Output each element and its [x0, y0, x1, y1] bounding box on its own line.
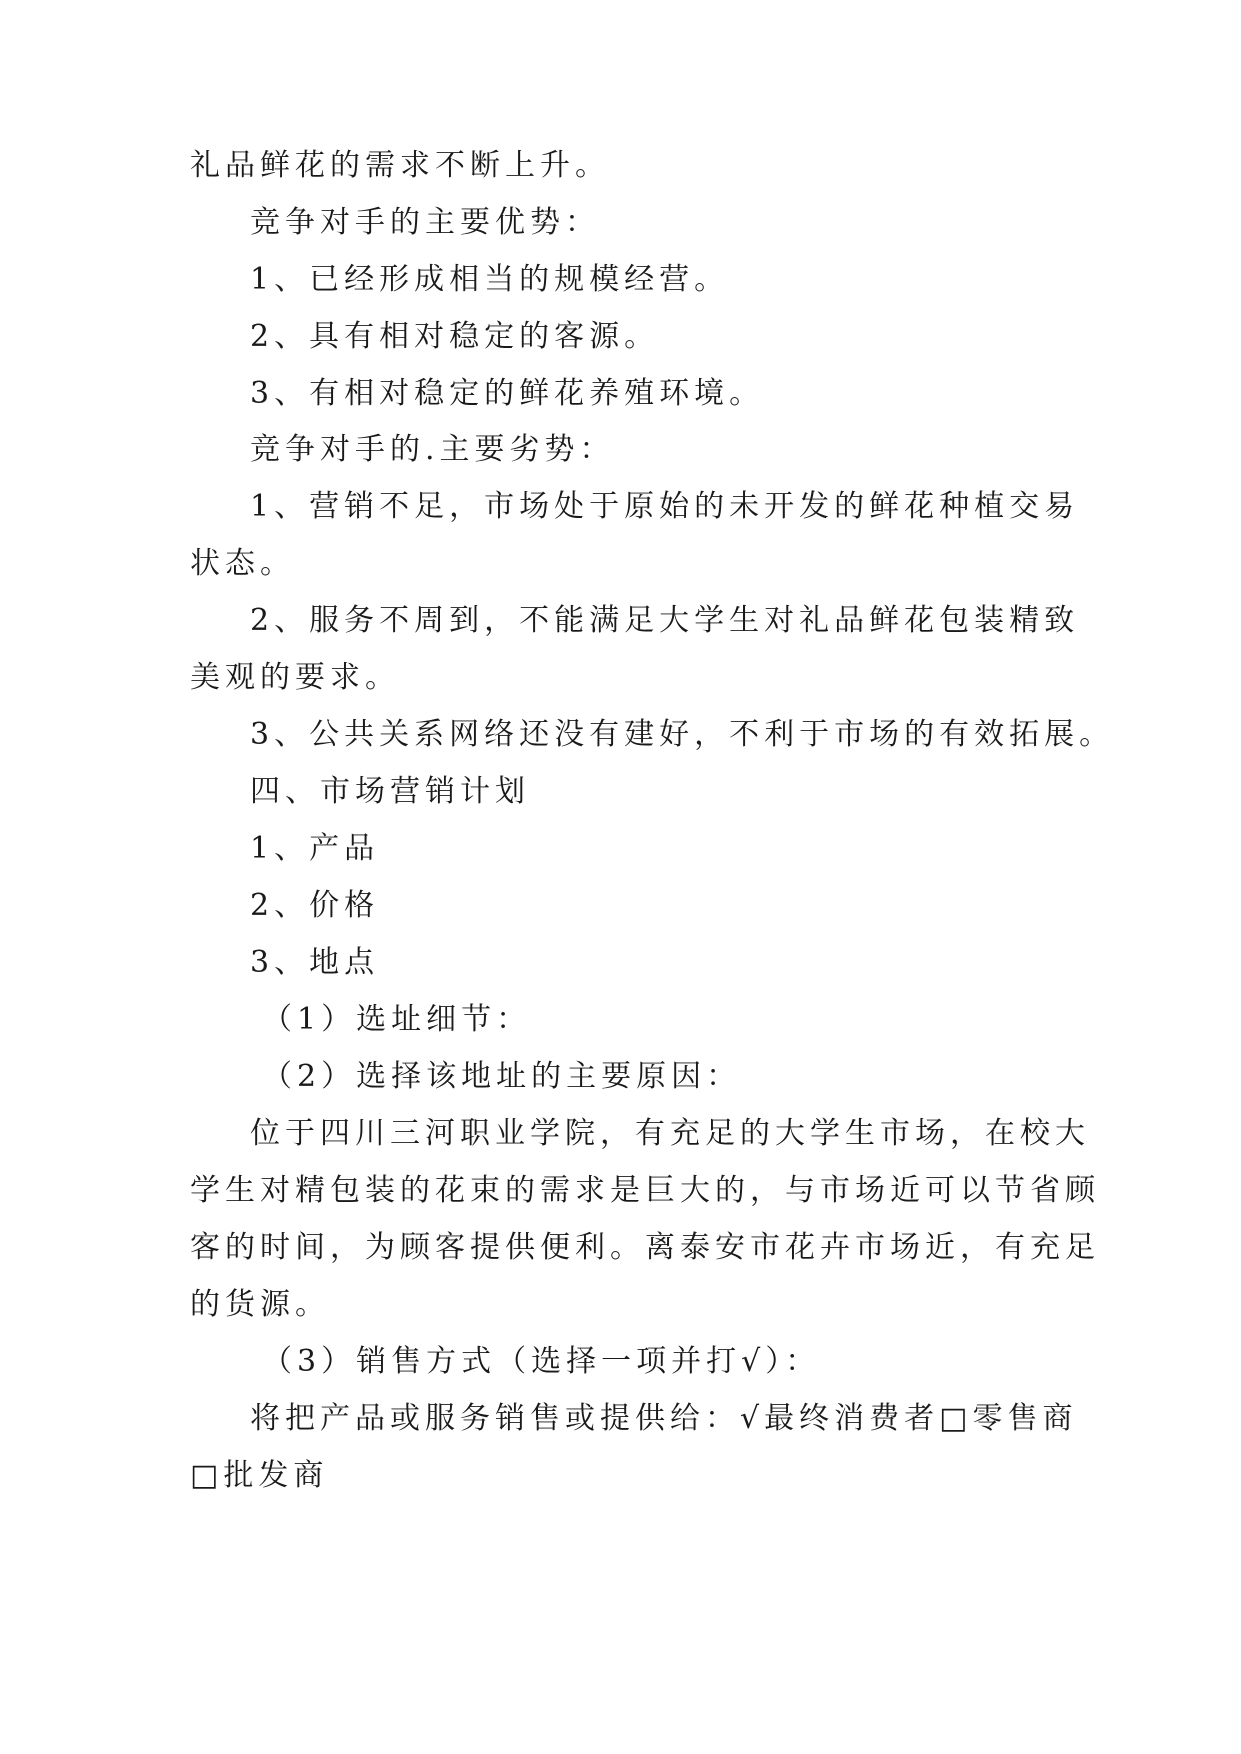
section-heading-marketing-plan: 四、市场营销计划 [250, 774, 530, 809]
paragraph-line-4: 的货源。 [190, 1287, 330, 1322]
list-item-weakness-3: 3、公共关系网络还没有建好，不利于市场的有效拓展。 [250, 717, 1115, 752]
paragraph-line-1: 位于四川三河职业学院，有充足的大学生市场，在校大 [250, 1116, 1090, 1151]
sub-item-site-reasons: （2）选择该地址的主要原因： [262, 1059, 742, 1094]
paragraph-line-2: 学生对精包装的花束的需求是巨大的，与市场近可以节省顾 [190, 1173, 1100, 1208]
sales-target-line: 将把产品或服务销售或提供给：√最终消费者□零售商 [250, 1401, 1078, 1436]
list-item-strength-1: 1、已经形成相当的规模经营。 [250, 262, 730, 297]
heading-competitor-weaknesses: 竞争对手的.主要劣势： [250, 432, 615, 467]
heading-competitor-strengths: 竞争对手的主要优势： [250, 205, 600, 240]
list-item-weakness-2-cont: 美观的要求。 [190, 660, 400, 695]
list-item-strength-3: 3、有相对稳定的鲜花养殖环境。 [250, 376, 765, 411]
list-item-strength-2: 2、具有相对稳定的客源。 [250, 319, 660, 354]
sub-item-site-details: （1）选址细节： [262, 1002, 532, 1037]
sales-target-line-cont: □批发商 [190, 1458, 329, 1493]
list-item-price: 2、价格 [250, 888, 380, 923]
sub-item-sales-method: （3）销售方式（选择一项并打√）： [262, 1344, 821, 1379]
list-item-location: 3、地点 [250, 945, 380, 980]
list-item-product: 1、产品 [250, 831, 380, 866]
text-line-1: 礼品鲜花的需求不断上升。 [190, 148, 610, 183]
paragraph-line-3: 客的时间，为顾客提供便利。离泰安市花卉市场近，有充足 [190, 1230, 1100, 1265]
list-item-weakness-2: 2、服务不周到，不能满足大学生对礼品鲜花包装精致 [250, 603, 1080, 638]
list-item-weakness-1-cont: 状态。 [190, 546, 295, 581]
list-item-weakness-1: 1、营销不足，市场处于原始的未开发的鲜花种植交易 [250, 489, 1080, 524]
